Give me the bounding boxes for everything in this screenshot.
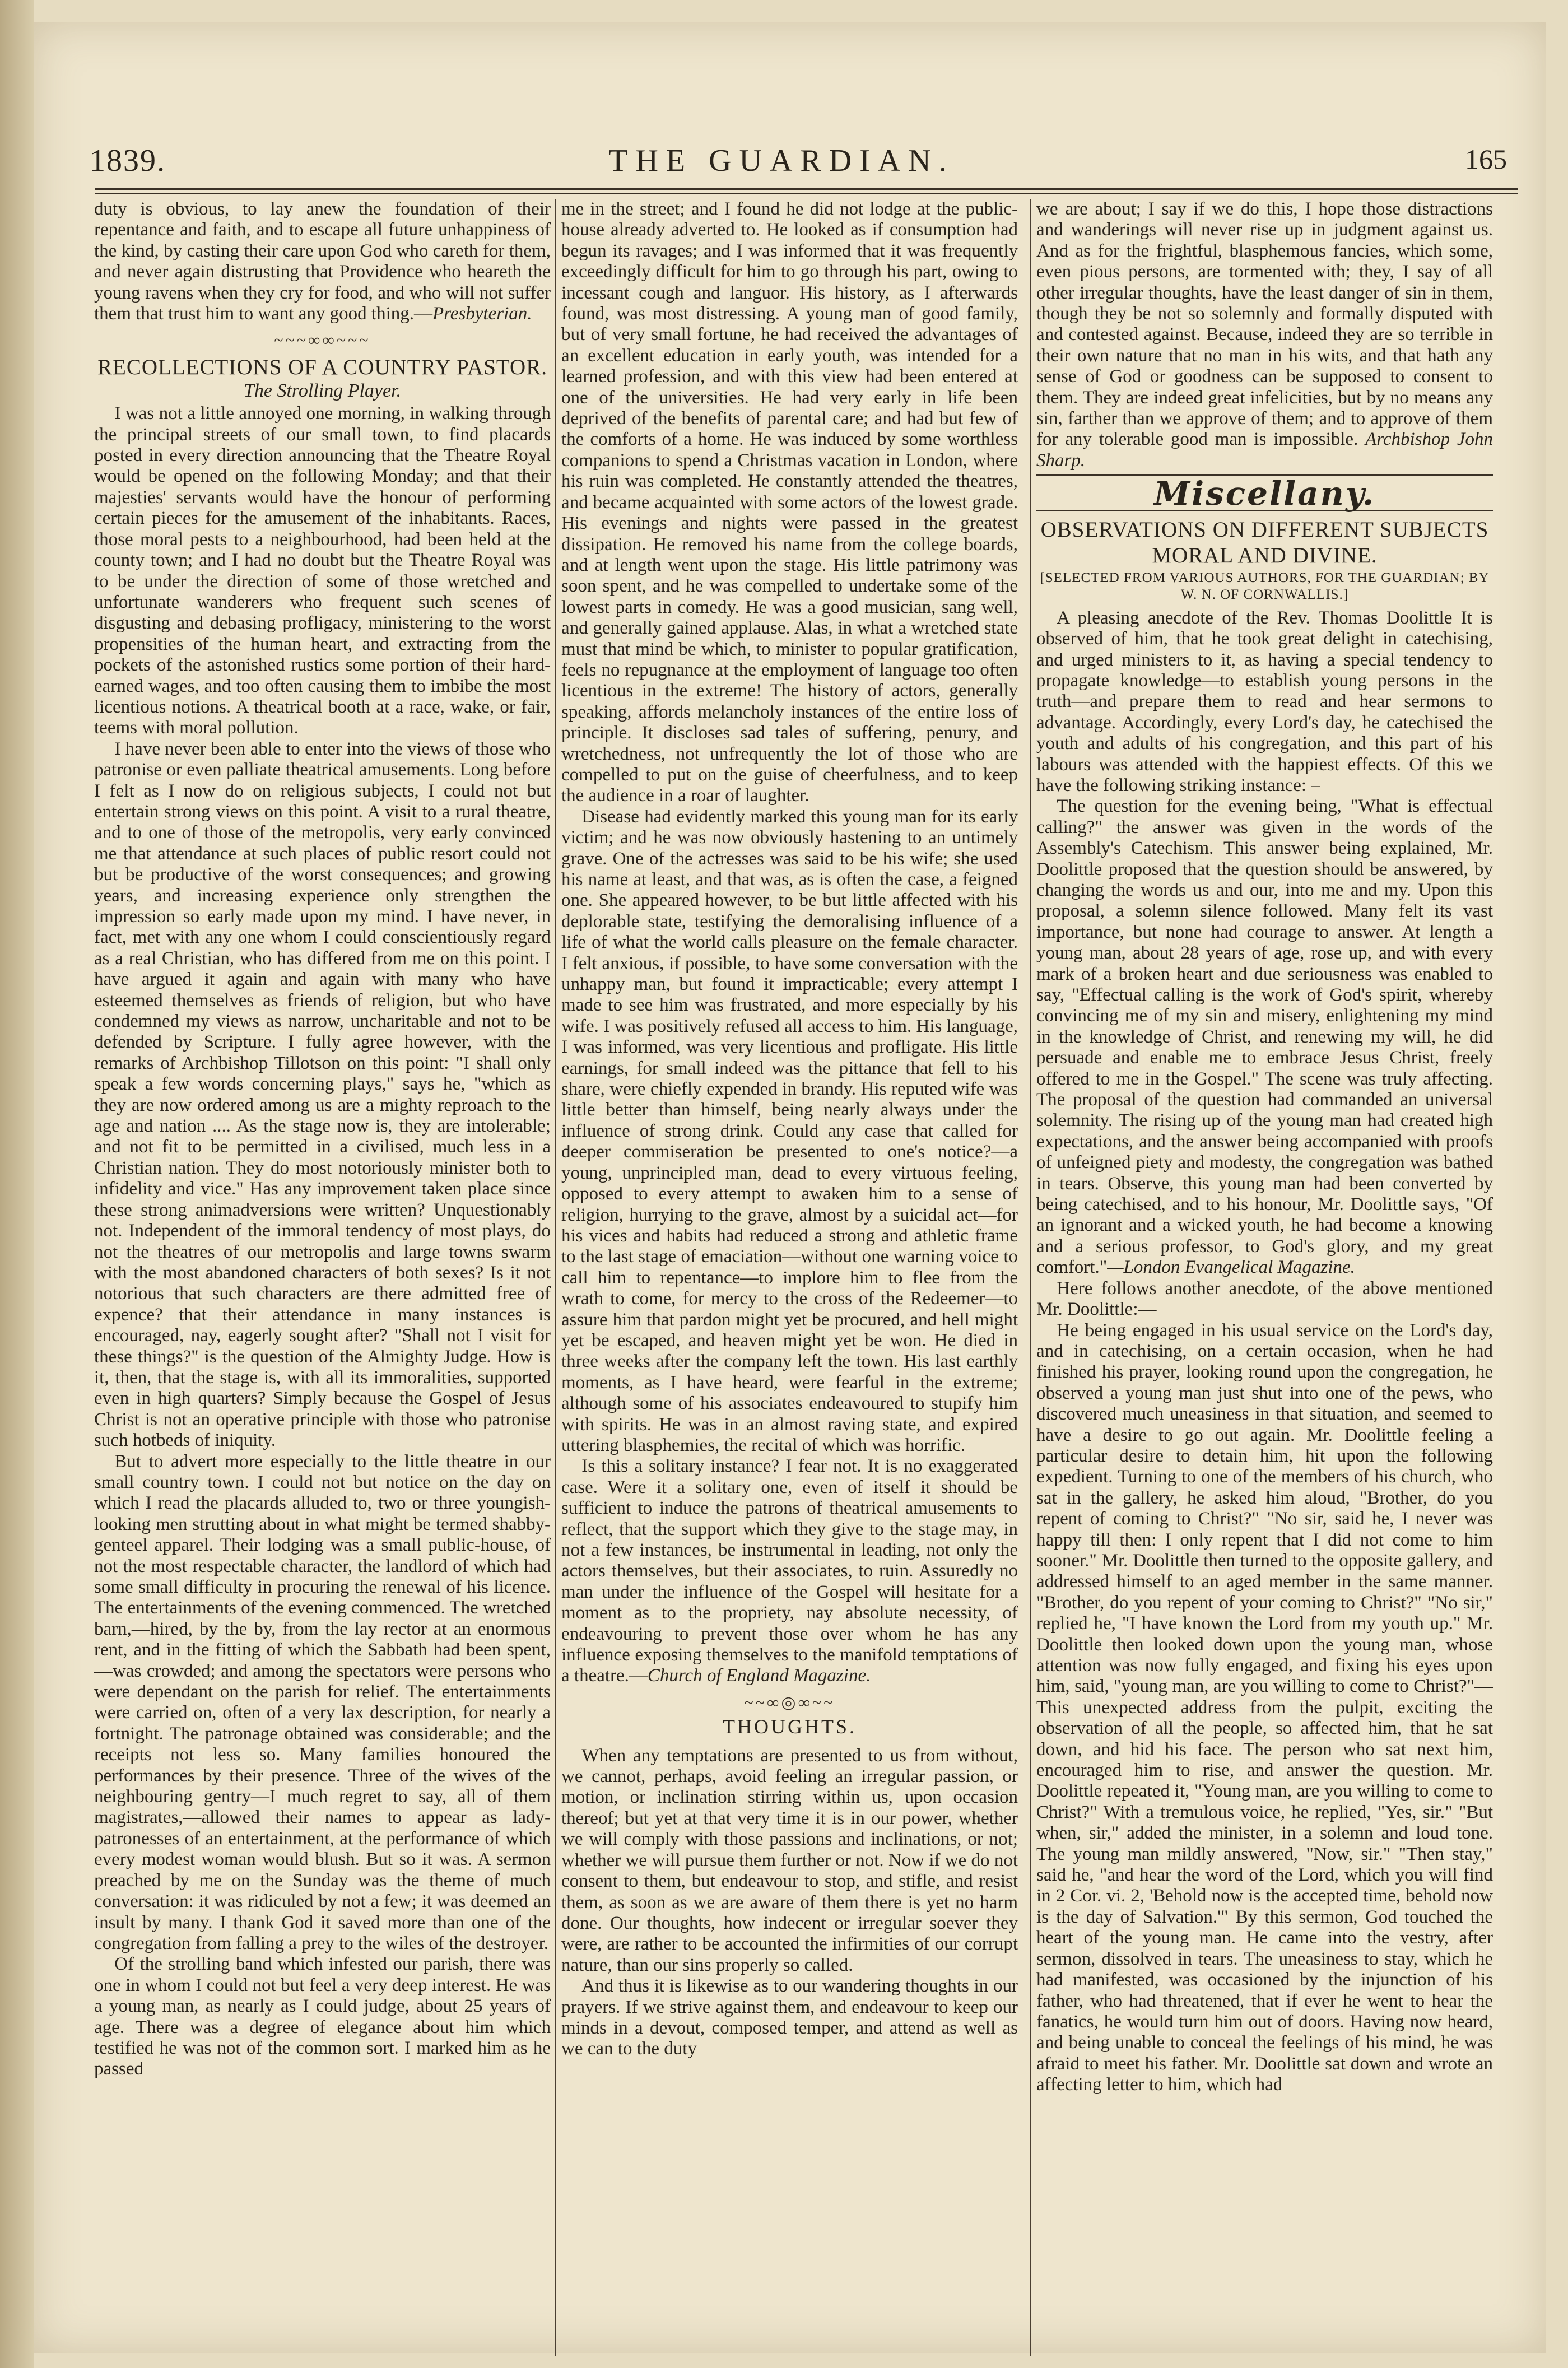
column-3 <box>1036 199 1493 2356</box>
article-paragraph: I have never been able to enter into the views of those who patronise or even palliate theatrical amusements. Long before I felt as I now do on religious subjects, I could not but entertain strong views on this point. A visit to a rural theatre, and to one of those of the metropolis, very early convinced me that attendance at such places of public resort could not but be productive of the worst consequences; and growing years, and increasing experience only strengthen the impression so early made upon my mind. I have never, in fact, met with any one whom I could conscientiously regard as a real Christian, who has differed from me on this point. I have argued it again and again with many who have esteemed themselves as friends of religion, but who have condemned my views as narrow, uncharitable and not to be defended by Scripture. I fully agree however, with the remarks of Archbishop Tillotson on this point: "I shall only speak a few words concerning plays," says he, "which as they are now ordered among us are a mighty reproach to the age and nation .... As the stage now is, they are intolerable; and not fit to be permitted in a civilised, much less in a Christian nation. They do most notoriously minister both to infidelity and vice." Has any improvement taken place since these strong animadversions were written? Unquestionably not. Independent of the immoral tendency of most plays, do not the theatres of our metropolis and large towns swarm with the most abandoned characters of both sexes? Is it not notorious that such characters are there admitted free of expence? that their attendance in many instances is encouraged, nay, eagerly sought after? "Shall not I visit for these things?" is the question of the Almighty Judge. How is it, then, that the stage is, with all its immoralities, supported even in high quarters? Simply because the Gospel of Jesus Christ is not an operative principle with those who patronise such hotbeds of iniquity. <box>94 738 551 1451</box>
header-rule <box>95 188 1518 194</box>
column-2 <box>561 199 1018 2356</box>
observations-title: OBSERVATIONS ON DIFFERENT SUBJECTS MORAL AND DIVINE. <box>1040 517 1489 567</box>
observations-paragraph <box>1036 796 1493 1278</box>
article-text: Is this a solitary instance? I fear not. It is no exaggerated case. Were it a solitary one, even of itself it should be sufficient to induce the patrons of theatrical amusements to reflect, that the support which they give to the stage may, in not a few instances, be instrumental in leading, not only the actors themselves, but their associates, to ruin. Assuredly no man under the influence of the Gospel will hesitate for a moment as to the propriety, nay absolute necessity, of endeavouring to prevent those over whom he has any influence exposing themselves to the manifold temptations of a theatre.— <box>561 1456 1018 1686</box>
thoughts-paragraph <box>1036 199 1493 471</box>
column-divider-2 <box>1030 199 1031 2356</box>
observations-paragraph: He being engaged in his usual service on the Lord's day, and in catechising, on a certain occasion, when he had finished his prayer, looking round upon the congregation, he observed a young man just shut into one of the pews, who discovered much uneasiness in that situation, and seemed to have a desire to go out again. Mr. Doolittle feeling a particular desire to detain him, hit upon the following expedient. Turning to one of the members of his church, who sat in the gallery, he asked him aloud, "Brother, do you repent of coming to Christ?" "No sir, said he, I never was happy till then: I only repent that I did not come to him sooner." Mr. Doolittle then turned to the opposite gallery, and addressed himself to an aged member in the same manner. "Brother, do you repent of your coming to Christ?" "No sir," replied he, "I have known the Lord from my youth up." Mr. Doolittle then looked down upon the young man, whose attention was now fully engaged, and fixing his eyes upon him, said, "young man, are you willing to come to Christ?"—This unexpected address from the pulpit, exciting the observation of all the people, so affected him, that he sat down, and hid his face. The person who sat next him, encouraged him to rise, and answer the question. Mr. Doolittle repeated it, "Young man, are you willing to come to Christ?" With a tremulous voice, he replied, "Yes, sir." "But when, sir," added the minister, in a solemn and loud tone. The young man mildly answered, "Now, sir." "Then stay," said he, "and hear the word of the Lord, which you will find in 2 Cor. vi. 2, 'Behold now is the accepted time, behold now is the day of Salvation.'" By this sermon, God touched the heart of the young man. He came into the vestry, after sermon, dissolved in tears. The uneasiness to stay, which he had manifested, was occasioned by the injunction of his father, who had threatened, that if ever he went to hear the fanatics, he would turn him out of doors. Having now heard, and being unable to conceal the feelings of his mind, he was afraid to meet his father. Mr. Doolittle sat down and wrote an affecting letter to him, which had <box>1036 1320 1493 2095</box>
miscellany-banner: Miscellany. <box>1153 474 1376 513</box>
newspaper-title: THE GUARDIAN. <box>608 143 955 178</box>
article-paragraph: me in the street; and I found he did not lodge at the public-house already adverted to. He looked as if consumption had begun its ravages; and I was informed that it was frequently exceedingly difficult for him to go through his part, owing to incessant cough and languor. His history, as I afterwards found, was most distressing. A young man of good family, but of very small fortune, he had received the advantages of an excellent education in early youth, was intended for a learned profession, and with this view had been entered at one of the universities. He had very early in life been deprived of the benefits of parental care; and had but few of the comforts of a home. He was induced by some worthless companions to spend a Christmas vacation in London, where his ruin was completed. He constantly attended the theatres, and became acquainted with some actors of the lowest grade. His evenings and nights were passed in the greatest dissipation. He removed his name from the college boards, and at length went upon the stage. His little patrimony was soon spent, and he was compelled to undertake some of the lowest parts in comedy. He was a good musician, sang well, and generally gained applause. Alas, in what a wretched state must that mind be which, to minister to popular gratification, feels no repugnance at the employment of language too often licentious in the extreme! The history of actors, generally speaking, affords melancholy instances of the entire loss of principle. It discloses sad tales of suffering, penury, and wretchedness, not unfrequently the lot of those who are compelled to put on the guise of cheerfulness, and to keep the audience in a roar of laughter. <box>561 199 1018 806</box>
thoughts-text: we are about; I say if we do this, I hope those distractions and wanderings will never rise up in judgment against us. And as for the frightful, blasphemous fancies, which some, even pious persons, are tormented with; they, I say of all other irregular thoughts, have the least danger of sin in them, though they be not so solemnly and formally disputed with and contested against. Because, indeed they are so terrible in their own nature that no man in his wits, and that hath any sense of God or goodness can be supposed to consent to them. They are indeed great infelicities, but by no means any sin, farther than we approve of them; and to approve of them for any tolerable good man is impossible. <box>1036 199 1493 450</box>
intro-text: duty is obvious, to lay anew the foundation of their repentance and faith, and to escape all future unhappiness of the kind, by casting their care upon God who careth for them, and never again distrusting that Providence who heareth the young ravens when they cry for food, and who will not suffer them that trust him to want any good thing.— <box>94 199 551 324</box>
observations-byline: [SELECTED FROM VARIOUS AUTHORS, FOR THE GUARDIAN; BY W. N. OF CORNWALLIS.] <box>1040 570 1490 602</box>
article-source: Church of England Magazine. <box>647 1665 871 1686</box>
header-year: 1839. <box>90 143 166 178</box>
observations-paragraph: A pleasing anecdote of the Rev. Thomas Doolittle It is observed of him, that he took great delight in catechising, and urged ministers to it, as having a special tendency to propagate knowledge—to establish young persons in the truth—and prepare them to read and hear sermons to advantage. Accordingly, every Lord's day, he catechised the youth and adults of his congregation, and this part of his labours was attended with the happiest effects. Of this we have the following striking instance: – <box>1036 607 1493 795</box>
intro-source: Presbyterian. <box>432 304 532 324</box>
thoughts-source: Archbishop John Sharp. <box>1036 429 1493 471</box>
page-header <box>56 143 1507 188</box>
page-binding-edge <box>0 0 34 2368</box>
article-paragraph <box>561 1456 1018 1686</box>
article-paragraph: I was not a little annoyed one morning, in walking through the principal streets of our small town, to find placards posted in every direction announcing that the Theatre Royal would be opened on the following Monday; and that their majesties' servants would have the honour of performing certain pieces for the amusement of the inhabitants. Races, those moral pests to a neighbourhood, had been held at the county town; and I had no doubt but the Theatre Royal was to be under the direction of some of those wretched and unfortunate wanderers who frequent such scenes of disgusting and debasing profligacy, ministering to the worst propensities of the human heart, and extracting from the pockets of the astonished rustics some portion of their hard-earned wages, and too often causing them to imbibe the most licentious notions. A theatrical booth at a race, wake, or fair, teems with moral pollution. <box>94 403 551 738</box>
section-ornament: ~~∞◎∞~~ <box>744 1693 835 1712</box>
article-paragraph: Disease had evidently marked this young man for its early victim; and he was now obviously hastening to an untimely grave. One of the actresses was said to be his wife; she used his name at least, and that was, as is often the case, a feigned one. She appeared however, to be but little affected with his deplorable state, testifying the demoralising influence of a life of what the world calls pleasure on the female character. I felt anxious, if possible, to have some conversation with the unhappy man, but found it impracticable; every attempt I made to see him was frustrated, and more especially by his wife. I was positively refused all access to him. His language, I was informed, was very licentious and profligate. His little earnings, for small indeed was the pittance that fell to his share, were chiefly expended in brandy. His reputed wife was little better than himself, being nearly always under the influence of strong drink. Could any case that called for deeper commiseration be presented to one's notice?—a young, unprincipled man, dead to every virtuous feeling, opposed to every attempt to awaken him to a sense of religion, hurrying to the grave, almost by a suicidal act—for his vices and habits had reduced a strong and athletic frame to the last stage of emaciation—without one warning voice to call him to repentance—to implore him to flee from the wrath to come, for mercy to the cross of the Redeemer—to assure him that pardon might yet be procured, and hell might yet be escaped, and heaven might yet be won. He died in three weeks after the company left the town. His last earthly moments, as I have heard, were fearful in the extreme; although some of his associates endeavoured to stupify him with spirits. He was in an almost raving state, and expired uttering blasphemies, the recital of which was horrific. <box>561 806 1018 1455</box>
observations-source: —London Evangelical Magazine. <box>1107 1257 1355 1278</box>
section-ornament: ~~~∞∞~~~ <box>274 331 371 350</box>
page-number: 165 <box>1465 143 1507 175</box>
thoughts-title: THOUGHTS. <box>723 1715 857 1738</box>
observations-text: The question for the evening being, "What is effectual calling?" the answer was given in the words of the Assembly's Catechism. This answer being explained, Mr. Doolittle proposed that the question should be answered, by changing the words us and our, into me and my. Upon this proposal, a solemn silence followed. Many felt its vast importance, but none had courage to answer. At length a young man, about 28 years of age, rose up, and with every mark of a broken heart and due seriousness was enabled to say, "Effectual calling is the work of God's spirit, whereby convincing me of my sin and misery, enlightening my mind in the knowledge of Christ, and renewing my will, he did persuade and enable me to embrace Jesus Christ, freely offered to me in the Gospel." The scene was truly affecting. The proposal of the question had commanded an universal solemnity. The rising up of the young man had created high expectations, and the answer being accompanied with proofs of unfeigned piety and modesty, the congregation was bathed in tears. Observe, this young man had been converted by being catechised, and to his honour, Mr. Doolittle says, "Of an ignorant and a wicked youth, he had become a knowing and a serious professor, to God's glory, and my great comfort." <box>1036 796 1493 1278</box>
thoughts-paragraph: When any temptations are presented to us from without, we cannot, perhaps, avoid feeling an irregular passion, or motion, or inclination stirring within us, upon occasion thereof; but yet at that very time it is in our power, whether we will comply with those passions and inclinations, or not; whether we will pursue them further or not. Now if we do not consent to them, but endeavour to stop, and stifle, and resist them, as soon as we are aware of them there is yet no harm done. Our thoughts, how indecent or irregular soever they were, are rather to be accounted the infirmities of our corrupt nature, than our sins properly so called. <box>561 1745 1018 1975</box>
observations-paragraph: Here follows another anecdote, of the above mentioned Mr. Doolittle:— <box>1036 1278 1493 1320</box>
column-1 <box>94 199 551 2356</box>
thoughts-paragraph: And thus it is likewise as to our wandering thoughts in our prayers. If we strive against them, and endeavour to keep our minds in a devout, composed temper, and attend as well as we can to the duty <box>561 1976 1018 2059</box>
article-paragraph: Of the strolling band which infested our parish, there was one in whom I could not but feel a very deep interest. He was a young man, as nearly as I could judge, about 25 years of age. There was a degree of elegance about him which testified he was not of the common sort. I marked him as he passed <box>94 1954 551 2079</box>
article-subtitle: The Strolling Player. <box>243 380 402 401</box>
article-paragraph: But to advert more especially to the little theatre in our small country town. I could not but notice on the day on which I read the placards alluded to, two or three youngish-looking men strutting about in what might be termed shabby-genteel apparel. Their lodging was a small public-house, of not the most respectable character, the landlord of which had some small difficulty in procuring the renewal of his licence. The entertainments of the evening commenced. The wretched barn,—hired, by the by, from the lay rector at an enormous rent, and in the fitting of which the Sabbath had been spent,—was crowded; and among the spectators were persons who were dependant on the parish for relief. The entertainments were carried on, often of a very lax description, for nearly a fortnight. The patronage obtained was considerable; and the receipts not less so. Many families honoured the performances by their presence. Three of the wives of the neighbouring gentry—I much regret to say, all of them magistrates,—allowed their names to appear as lady-patronesses of an entertainment, at the performance of which every modest woman would blush. But so it was. A sermon preached by me on the Sunday was the theme of much conversation: it was ridiculed by not a few; it was deemed an insult by many. I thank God it saved more than one of the congregation from falling a prey to the wiles of the destroyer. <box>94 1451 551 1953</box>
column-divider-1 <box>555 199 556 2356</box>
intro-paragraph <box>94 199 551 324</box>
article-title: RECOLLECTIONS OF A COUNTRY PASTOR. <box>97 355 547 379</box>
